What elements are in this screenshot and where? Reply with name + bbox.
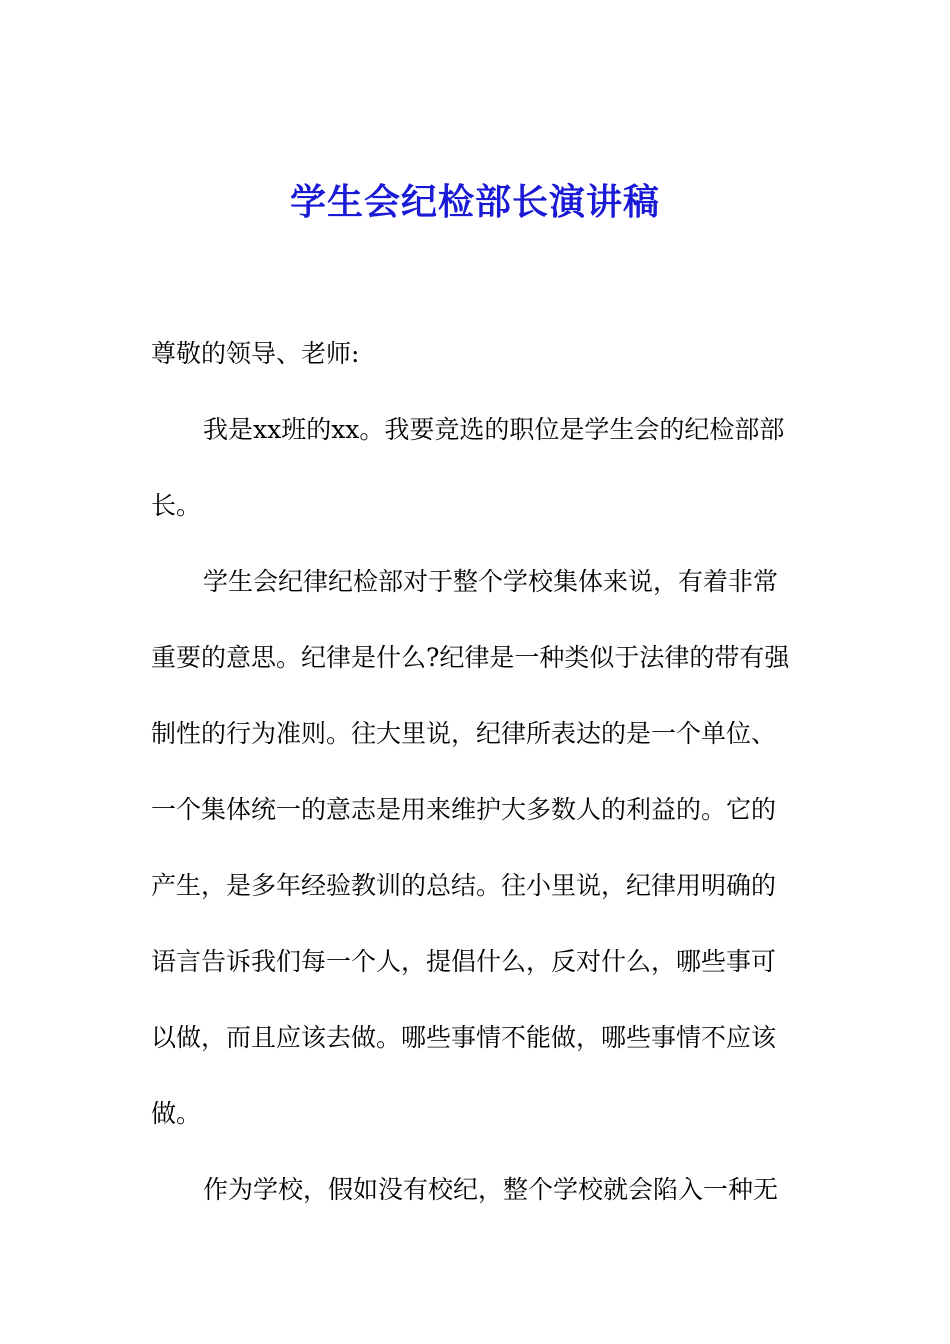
body-line: 我是xx班的xx。我要竞选的职位是学生会的纪检部部 — [203, 415, 785, 444]
body-line: 做。 — [151, 1099, 202, 1128]
body-line: 语言告诉我们每一个人，提倡什么，反对什么，哪些事可 — [151, 947, 777, 976]
body-line: 重要的意思。纪律是什么?纪律是一种类似于法律的带有强 — [151, 643, 790, 672]
body-line: 一个集体统一的意志是用来维护大多数人的利益的。它的 — [151, 795, 777, 824]
body-line: 以做，而且应该去做。哪些事情不能做，哪些事情不应该 — [151, 1023, 777, 1052]
body-line: 作为学校，假如没有校纪，整个学校就会陷入一种无 — [203, 1175, 779, 1204]
document-title: 学生会纪检部长演讲稿 — [289, 182, 660, 223]
salutation: 尊敬的领导、老师: — [151, 339, 360, 368]
body-line: 长。 — [151, 491, 202, 520]
document-body — [151, 392, 811, 1228]
body-line: 制性的行为准则。往大里说，纪律所表达的是一个单位、 — [151, 719, 777, 748]
body-line: 产生，是多年经验教训的总结。往小里说，纪律用明确的 — [151, 871, 777, 900]
body-line: 学生会纪律纪检部对于整个学校集体来说，有着非常 — [203, 567, 779, 596]
